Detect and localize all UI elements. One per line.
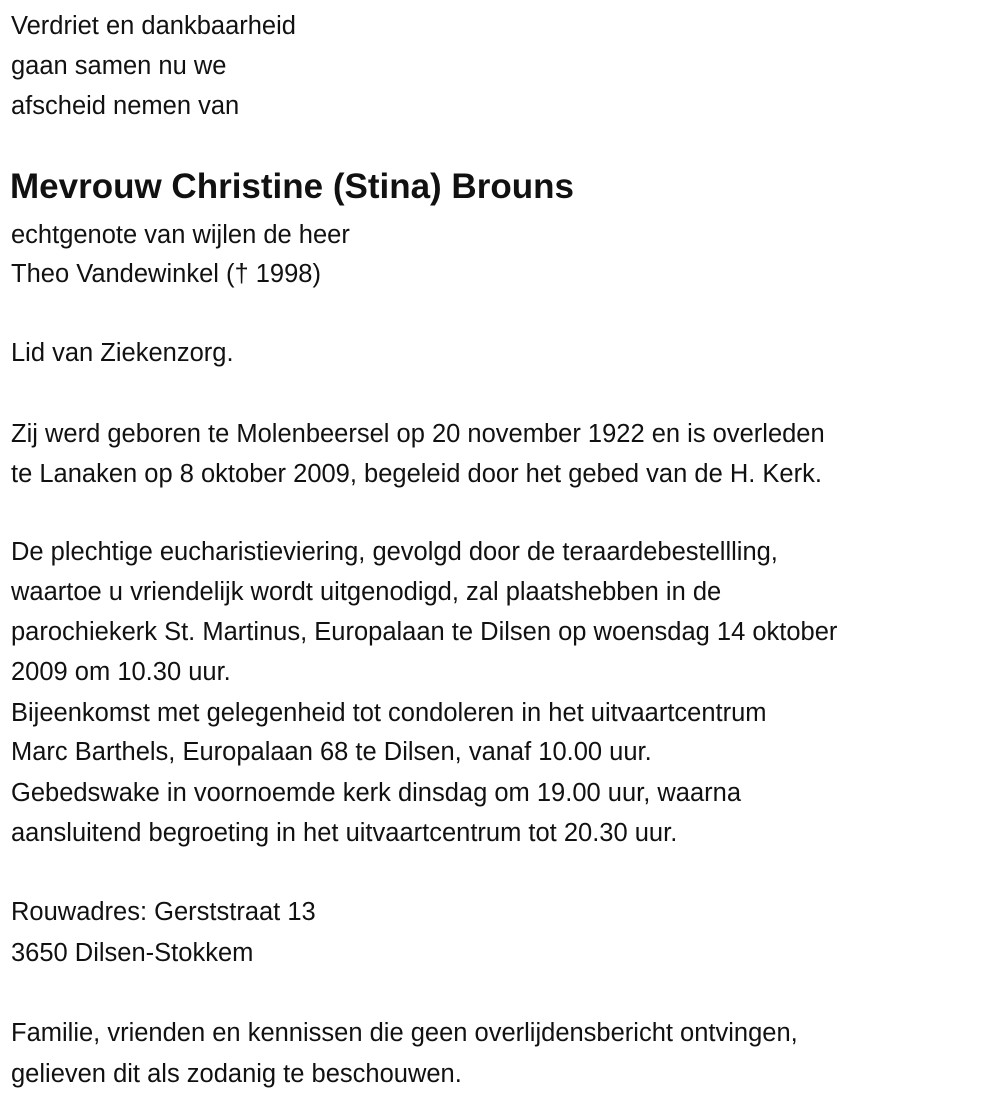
ceremony-line: Bijeenkomst met gelegenheid tot condoleren in het uitvaartcentrum [11,699,767,727]
closing-line: Familie, vrienden en kennissen die geen overlijdensbericht ontvingen, [11,1019,798,1047]
birth-death-line: te Lanaken op 8 oktober 2009, begeleid door het gebed van de H. Kerk. [11,460,822,488]
deceased-name: Mevrouw Christine (Stina) Brouns [10,167,574,206]
ceremony-line: aansluitend begroeting in het uitvaartcentrum tot 20.30 uur. [11,819,678,847]
closing-line: gelieven dit als zodanig te beschouwen. [11,1060,462,1088]
address-line: Rouwadres: Gerststraat 13 [11,898,316,926]
membership-line: Lid van Ziekenzorg. [11,339,234,367]
address-line: 3650 Dilsen-Stokkem [11,939,254,967]
ceremony-line: parochiekerk St. Martinus, Europalaan te Dilsen op woensdag 14 oktober [11,618,838,646]
ceremony-line: De plechtige eucharistieviering, gevolgd door de teraardebestellling, [11,538,778,566]
ceremony-line: Gebedswake in voornoemde kerk dinsdag om 19.00 uur, waarna [11,779,742,807]
ceremony-line: Marc Barthels, Europalaan 68 te Dilsen, vanaf 10.00 uur. [11,738,652,766]
ceremony-line: waartoe u vriendelijk wordt uitgenodigd, zal plaatshebben in de [11,578,722,606]
intro-line: afscheid nemen van [11,92,240,120]
intro-line: Verdriet en dankbaarheid [11,12,296,40]
ceremony-line: 2009 om 10.30 uur. [11,658,231,686]
intro-line: gaan samen nu we [11,52,227,80]
spouse-line: echtgenote van wijlen de heer [11,221,350,249]
spouse-line: Theo Vandewinkel († 1998) [11,260,321,288]
birth-death-line: Zij werd geboren te Molenbeersel op 20 november 1922 en is overleden [11,420,825,448]
